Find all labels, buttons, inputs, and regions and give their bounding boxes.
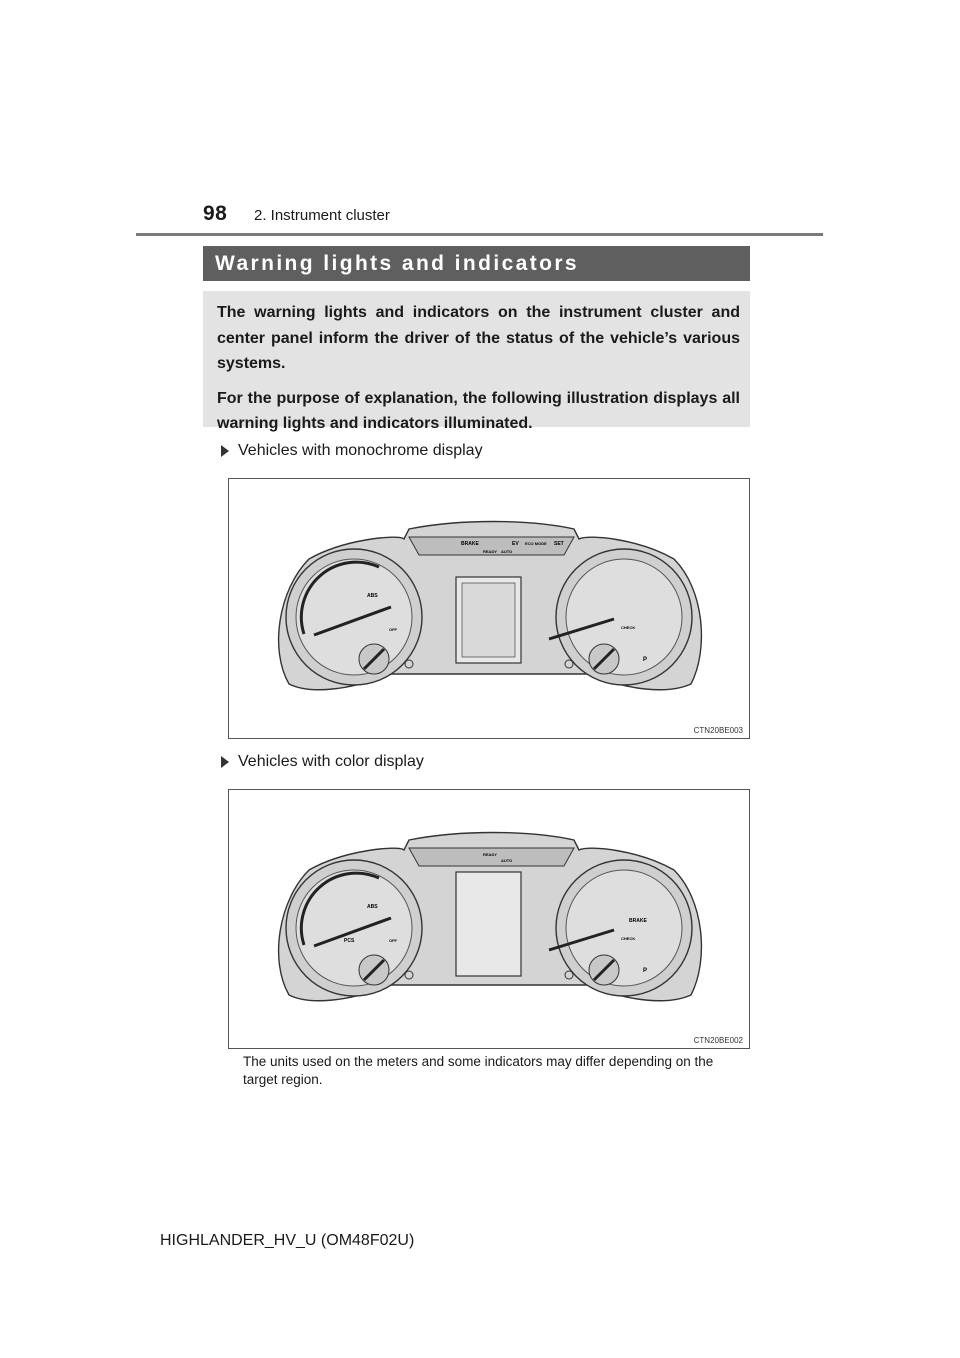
intro-box — [203, 291, 750, 432]
intro-paragraph: The warning lights and indicators on the instrument cluster and center panel inform the driver of the status of the vehicle’s various systems. — [217, 304, 740, 372]
instrument-cluster-illustration — [229, 479, 749, 738]
caption-text: Vehicles with monochrome display — [238, 442, 483, 459]
top-label: READY — [483, 852, 498, 857]
footer-model-code: HIGHLANDER_HV_U (OM48F02U) — [160, 1232, 415, 1249]
top-label: SET — [554, 541, 564, 547]
right-dial-label: CHECK — [621, 625, 636, 630]
note-text: The units used on the meters and some indicators may differ depending on the target region. — [243, 1054, 714, 1087]
top-label: ECO MODE — [525, 541, 547, 546]
top-label: EV — [512, 541, 519, 547]
cluster-figure-monochrome — [228, 478, 750, 739]
top-label: AUTO — [501, 858, 513, 863]
right-dial-label: P — [643, 657, 648, 663]
figure-code: CTN20BE002 — [693, 1036, 743, 1045]
instrument-cluster-illustration — [229, 790, 749, 1048]
page-title: Warning lights and indicators — [215, 251, 579, 275]
left-dial-label: ABS — [367, 904, 378, 910]
left-dial-label: PCS — [344, 938, 355, 944]
caption-color — [221, 753, 424, 771]
right-dial-label: BRAKE — [629, 918, 647, 924]
title-bar — [203, 246, 750, 281]
section-title: 2. Instrument cluster — [254, 207, 390, 224]
caption-monochrome — [221, 442, 483, 460]
triangle-bullet-icon — [221, 445, 229, 457]
top-label: AUTO — [501, 549, 513, 554]
page-number: 98 — [203, 202, 228, 225]
top-label: BRAKE — [461, 541, 479, 547]
left-dial-label: ABS — [367, 593, 378, 599]
intro-paragraph: For the purpose of explanation, the following illustration displays all warning lights and indicators illuminated. — [217, 389, 740, 432]
caption-text: Vehicles with color display — [238, 753, 424, 770]
right-dial-label: CHECK — [621, 936, 636, 941]
right-dial-label: P — [643, 968, 648, 974]
header-rule — [136, 233, 823, 236]
left-dial-label: OFF — [389, 938, 397, 943]
cluster-figure-color — [228, 789, 750, 1049]
top-label: READY — [483, 549, 498, 554]
figure-code: CTN20BE003 — [693, 726, 743, 735]
triangle-bullet-icon — [221, 756, 229, 768]
left-dial-label: OFF — [389, 627, 397, 632]
